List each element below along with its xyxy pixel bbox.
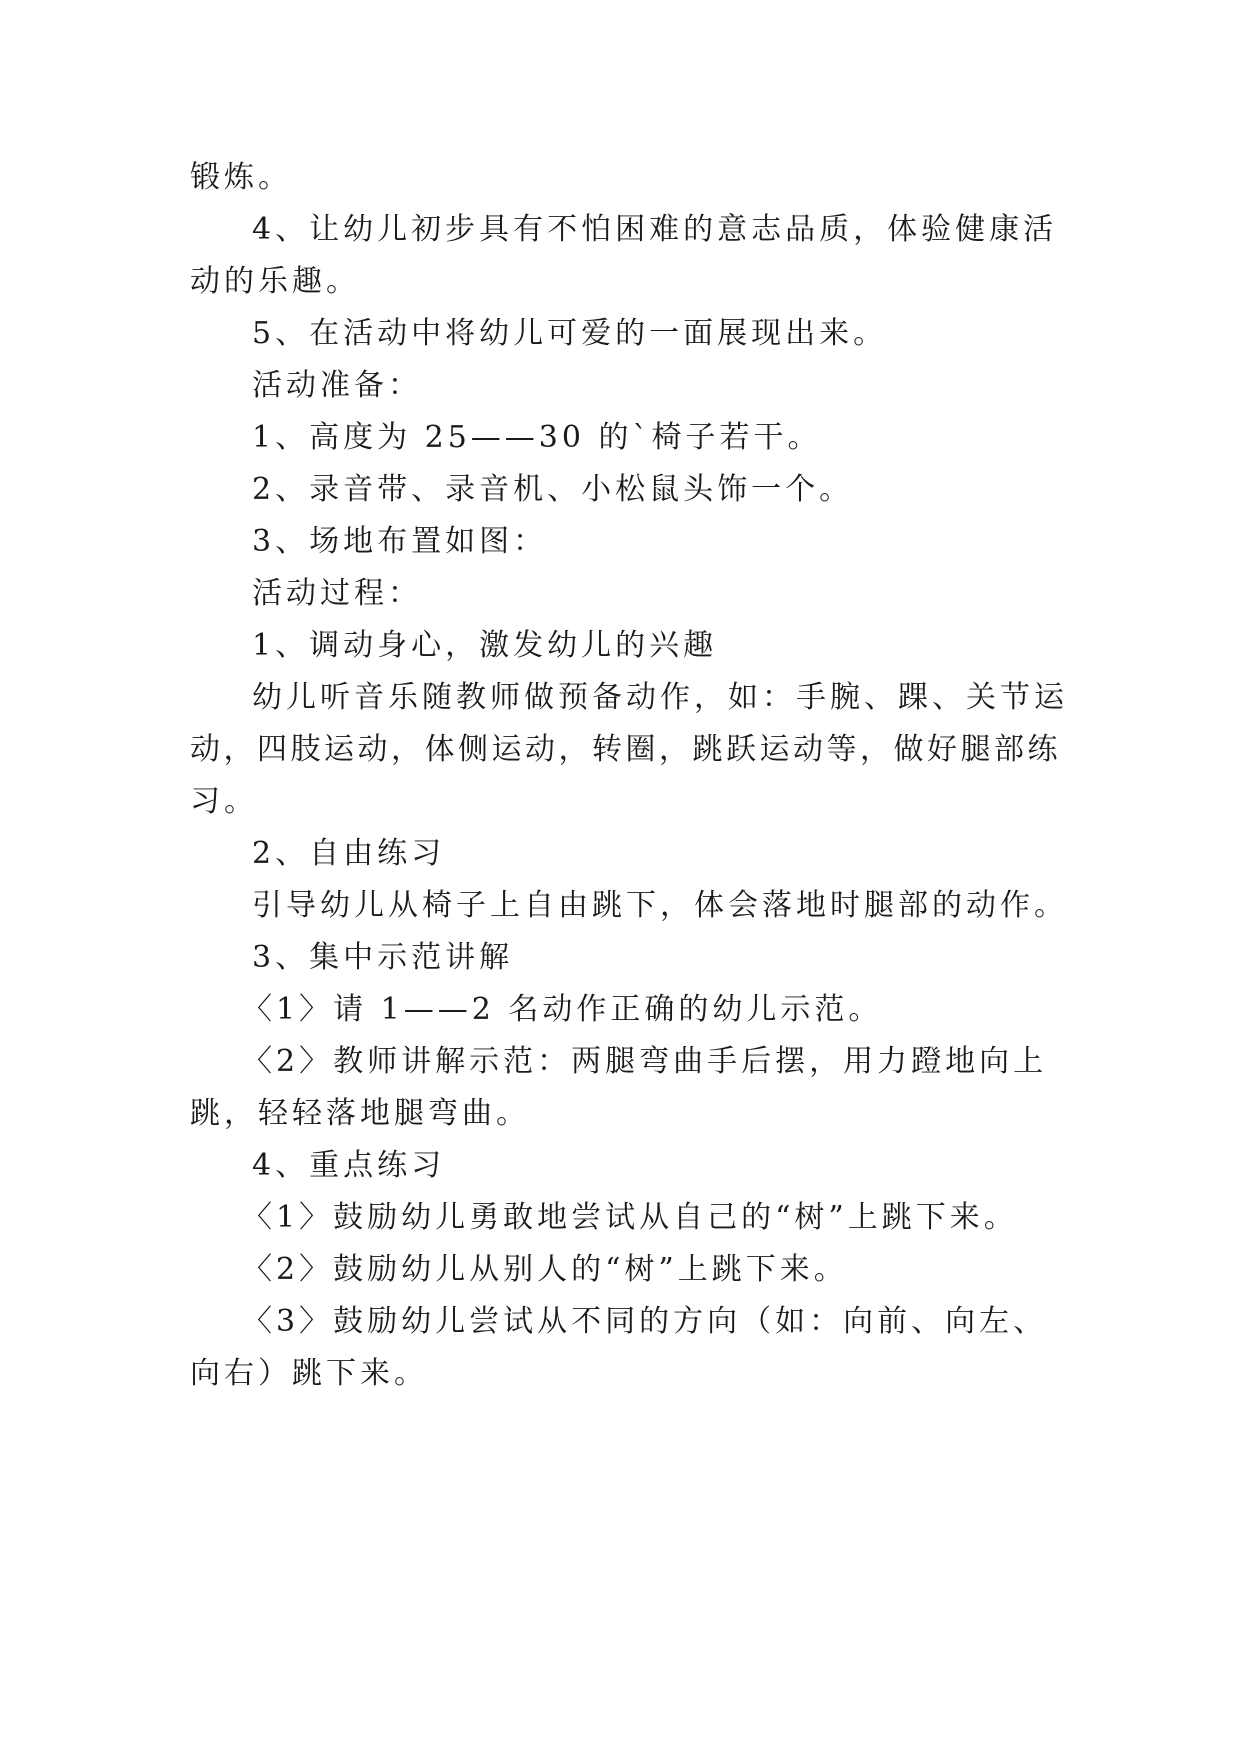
- text-line: 2、录音带、录音机、小松鼠头饰一个。: [252, 472, 854, 507]
- text-line: 〈1〉请 1——2 名动作正确的幼儿示范。: [242, 992, 883, 1027]
- section-heading: 活动准备：: [252, 368, 422, 403]
- text-line: 锻炼。: [190, 160, 292, 195]
- text-line: 引导幼儿从椅子上自由跳下，体会落地时腿部的动作。: [252, 888, 1068, 923]
- text-line: 〈3〉鼓励幼儿尝试从不同的方向（如：向前、向左、: [242, 1304, 1048, 1339]
- text-line: 1、高度为 25——30 的`椅子若干。: [252, 420, 822, 455]
- text-line: 1、调动身心，激发幼儿的兴趣: [252, 628, 718, 663]
- text-line: 3、集中示范讲解: [252, 940, 514, 975]
- text-line: 幼儿听音乐随教师做预备动作，如：手腕、踝、关节运: [252, 680, 1068, 715]
- text-line: 5、在活动中将幼儿可爱的一面展现出来。: [252, 316, 888, 351]
- text-line: 〈2〉鼓励幼儿从别人的“树”上跳下来。: [242, 1252, 848, 1287]
- text-line: 跳，轻轻落地腿弯曲。: [190, 1096, 530, 1131]
- section-heading: 活动过程：: [252, 576, 422, 611]
- text-line: 2、自由练习: [252, 836, 446, 871]
- text-line: 4、让幼儿初步具有不怕困难的意志品质，体验健康活: [252, 212, 1058, 247]
- text-line: 动的乐趣。: [190, 264, 360, 299]
- text-line: 动，四肢运动，体侧运动，转圈，跳跃运动等，做好腿部练: [190, 732, 1061, 767]
- text-line: 习。: [190, 784, 258, 819]
- text-line: 〈1〉鼓励幼儿勇敢地尝试从自己的“树”上跳下来。: [242, 1200, 1018, 1235]
- text-line: 4、重点练习: [252, 1148, 446, 1183]
- text-line: 〈2〉教师讲解示范：两腿弯曲手后摆，用力蹬地向上: [242, 1044, 1048, 1079]
- text-line: 3、场地布置如图：: [252, 524, 548, 559]
- text-line: 向右）跳下来。: [190, 1356, 428, 1391]
